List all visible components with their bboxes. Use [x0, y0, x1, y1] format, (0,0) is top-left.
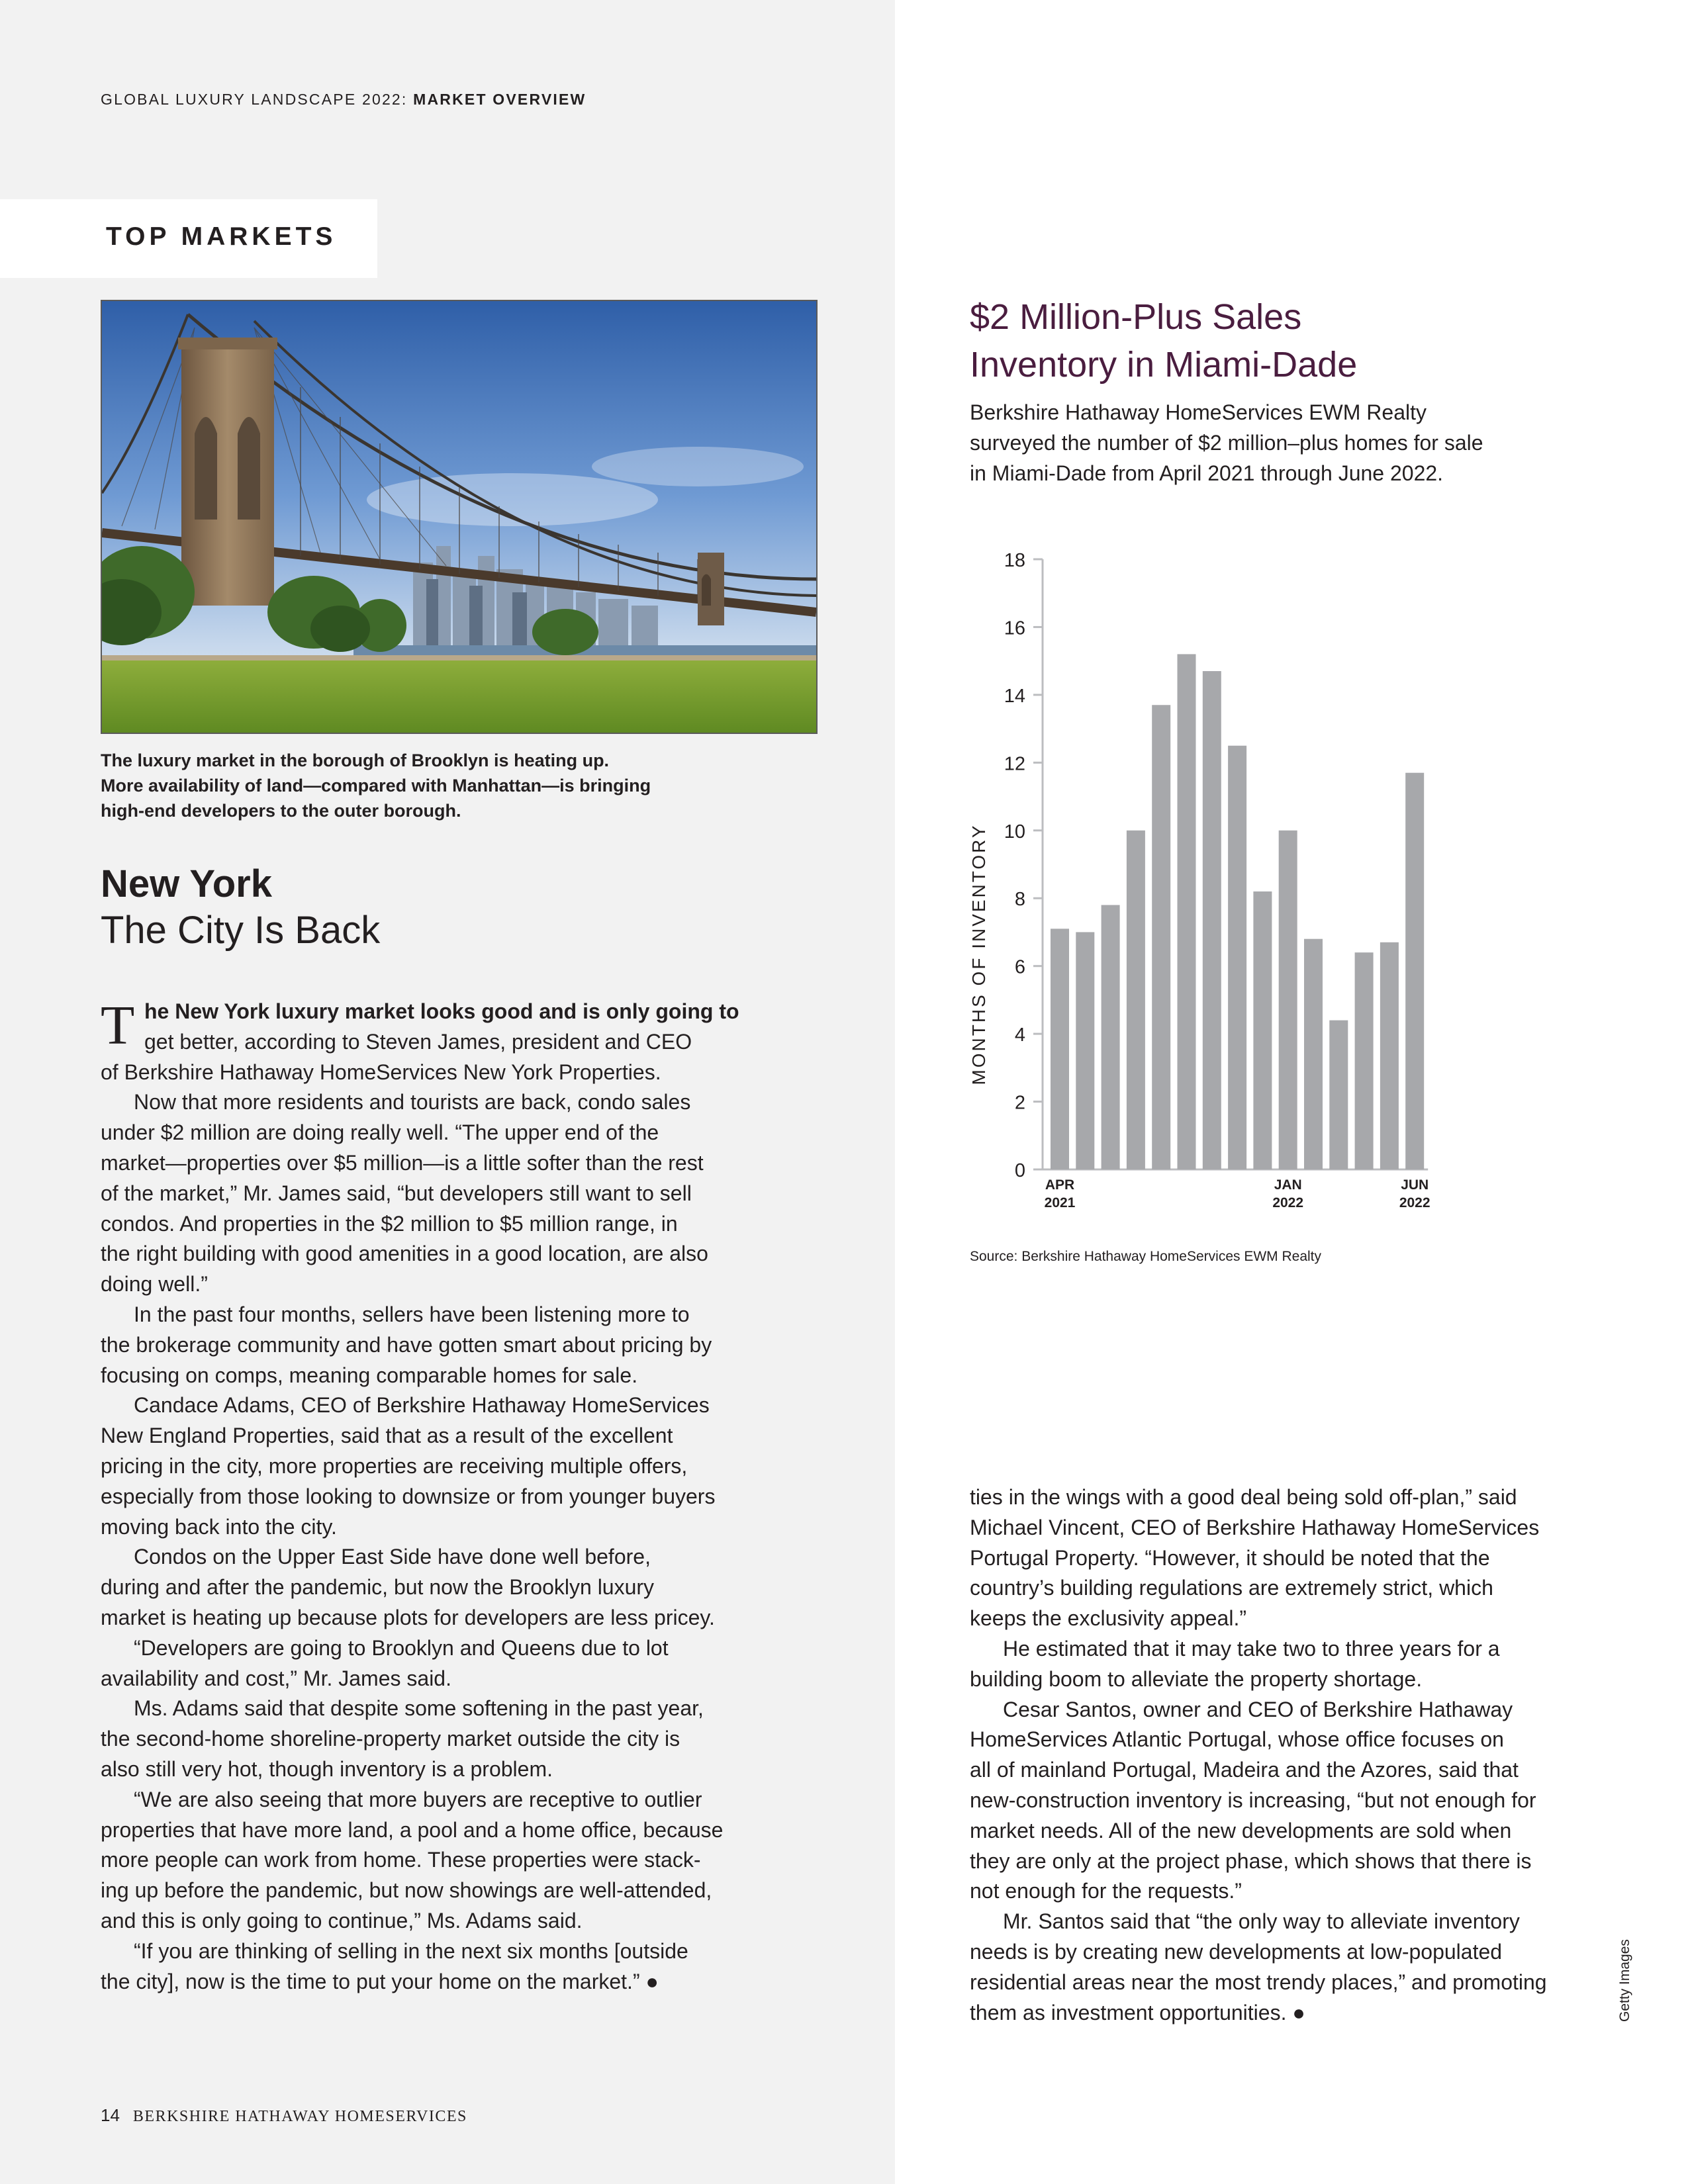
article-line: also still very hot, though inventory is a problem.: [101, 1756, 553, 1781]
article-line: Condos on the Upper East Side have done well before,: [134, 1545, 651, 1569]
photo-caption: [101, 748, 696, 823]
article-line: he New York luxury market looks good and is only going to: [144, 999, 739, 1023]
article-line: availability and cost,” Mr. James said.: [101, 1666, 451, 1690]
article-line: ties in the wings with a good deal being sold off-plan,” said: [970, 1485, 1517, 1509]
y-tick-label: 14: [1004, 685, 1025, 707]
article-line: and this is only going to continue,” Ms. Adams said.: [101, 1908, 583, 1933]
article-line: of Berkshire Hathaway HomeServices New York Properties.: [101, 1060, 661, 1084]
article-line: keeps the exclusivity appeal.”: [970, 1606, 1246, 1631]
y-tick-label: 12: [1004, 753, 1025, 775]
article-line: Ms. Adams said that despite some softening in the past year,: [134, 1696, 704, 1721]
bar: [1329, 1021, 1348, 1169]
bar: [1051, 929, 1069, 1169]
chart-source: Source: Berkshire Hathaway HomeServices EWM Realty: [970, 1249, 1322, 1264]
chart-description-line: surveyed the number of $2 million–plus homes for sale: [970, 431, 1483, 455]
article-line: during and after the pandemic, but now the Brooklyn luxury: [101, 1575, 655, 1600]
article-line: Now that more residents and tourists are back, condo sales: [134, 1090, 691, 1115]
chart-description: [970, 397, 1483, 488]
x-tick-label-month: JAN: [1274, 1177, 1302, 1193]
article-line: market—properties over $5 million—is a little softer than the rest: [101, 1150, 704, 1175]
article-line: market is heating up because plots for developers are less pricey.: [101, 1605, 715, 1629]
article-line: not enough for the requests.”: [970, 1879, 1242, 1903]
footer-brand: BERKSHIRE HATHAWAY HOMESERVICES: [132, 2108, 467, 2125]
caption-line: high-end developers to the outer borough.: [101, 801, 461, 821]
article-line: New England Properties, said that as a result of the excellent: [101, 1424, 673, 1448]
article-line: Michael Vincent, CEO of Berkshire Hathaway HomeServices: [970, 1515, 1540, 1539]
article-line: moving back into the city.: [101, 1514, 337, 1539]
bar: [1228, 746, 1246, 1169]
y-tick-label: 4: [1014, 1024, 1025, 1046]
bar: [1076, 932, 1094, 1169]
y-tick-label: 10: [1004, 821, 1025, 842]
x-tick-label-year: 2022: [1399, 1195, 1430, 1210]
article-line: focusing on comps, meaning comparable homes for sale.: [101, 1363, 638, 1387]
running-head-bold: MARKET OVERVIEW: [413, 91, 586, 108]
page-footer: [101, 2105, 467, 2126]
article-line: ing up before the pandemic, but now showings are well-attended,: [101, 1878, 712, 1903]
article-line: properties that have more land, a pool and a home office, because: [101, 1817, 724, 1842]
drop-cap: T: [101, 995, 135, 1056]
bar: [1279, 831, 1297, 1169]
bar: [1102, 905, 1120, 1169]
article-line: new-construction inventory is increasing, “but not enough for: [970, 1788, 1536, 1812]
bar: [1304, 939, 1323, 1169]
brooklyn-bridge-photo: [101, 300, 818, 734]
caption-line: The luxury market in the borough of Brooklyn is heating up.: [101, 751, 610, 770]
y-tick-label: 2: [1014, 1092, 1025, 1114]
article-line: especially from those looking to downsize or from younger buyers: [101, 1484, 716, 1508]
x-tick-label-year: 2022: [1272, 1195, 1304, 1210]
photo-credit: Getty Images: [1617, 1939, 1632, 2022]
bar: [1380, 942, 1399, 1169]
article-line: the second-home shoreline-property market outside the city is: [101, 1727, 680, 1751]
article-line: Cesar Santos, owner and CEO of Berkshire Hathaway: [1003, 1697, 1513, 1721]
article-line: the brokerage community and have gotten smart about pricing by: [101, 1332, 712, 1357]
article-heading: New York: [101, 862, 272, 905]
article-line: them as investment opportunities. ●: [970, 2000, 1305, 2025]
inventory-bar-chart: [960, 529, 1436, 1224]
article-line: He estimated that it may take two to three years for a: [1003, 1636, 1500, 1661]
article-line: Portugal Property. “However, it should be noted that the: [970, 1545, 1490, 1570]
article-line: Candace Adams, CEO of Berkshire Hathaway HomeServices: [134, 1393, 710, 1418]
y-tick-label: 0: [1014, 1160, 1025, 1181]
section-tab-label: TOP MARKETS: [106, 222, 337, 251]
article-line: In the past four months, sellers have been listening more to: [134, 1302, 690, 1326]
x-tick-label-month: JUN: [1401, 1177, 1429, 1193]
article-line: pricing in the city, more properties are receiving multiple offers,: [101, 1453, 688, 1478]
chart-title-line: $2 Million-Plus Sales: [970, 297, 1302, 337]
article-line: Mr. Santos said that “the only way to alleviate inventory: [1003, 1909, 1520, 1934]
chart-description-line: Berkshire Hathaway HomeServices EWM Realty: [970, 400, 1427, 424]
article-line: the city], now is the time to put your home on the market.” ●: [101, 1969, 659, 1993]
article-line: they are only at the project phase, which shows that there is: [970, 1848, 1532, 1873]
article-line: under $2 million are doing really well. “The upper end of the: [101, 1120, 659, 1145]
bar: [1405, 773, 1424, 1169]
caption-line: More availability of land—compared with Manhattan—is bringing: [101, 776, 651, 796]
y-axis-label: MONTHS OF INVENTORY: [968, 823, 989, 1085]
article-line: all of mainland Portugal, Madeira and the Azores, said that: [970, 1758, 1519, 1782]
article-line: more people can work from home. These properties were stack-: [101, 1848, 701, 1872]
article-line: residential areas near the most trendy places,” and promoting: [970, 1970, 1547, 1994]
article-line: HomeServices Atlantic Portugal, whose office focuses on: [970, 1727, 1504, 1752]
article-line: the right building with good amenities in a good location, are also: [101, 1242, 708, 1266]
chart-title-line: Inventory in Miami-Dade: [970, 345, 1358, 385]
article-line: “We are also seeing that more buyers are receptive to outlier: [134, 1787, 702, 1811]
article-subheading: The City Is Back: [101, 909, 381, 952]
article-line: of the market,” Mr. James said, “but developers still want to sell: [101, 1181, 692, 1205]
article-line: “Developers are going to Brooklyn and Queens due to lot: [134, 1635, 669, 1660]
article-line: market needs. All of the new developments are sold when: [970, 1818, 1512, 1843]
y-tick-label: 6: [1014, 956, 1025, 978]
article-line: needs is by creating new developments at low-populated: [970, 1939, 1503, 1964]
chart-description-line: in Miami-Dade from April 2021 through June 2022.: [970, 461, 1444, 485]
article-line: get better, according to Steven James, president and CEO: [144, 1029, 692, 1054]
article-line: country’s building regulations are extremely strict, which: [970, 1576, 1493, 1600]
bar: [1253, 891, 1272, 1169]
article-line: doing well.”: [101, 1272, 208, 1297]
bar: [1355, 952, 1374, 1169]
bar: [1152, 705, 1170, 1169]
article-line: building boom to alleviate the property shortage.: [970, 1666, 1423, 1691]
y-tick-label: 16: [1004, 617, 1025, 639]
page-number: 14: [101, 2105, 120, 2125]
running-head-prefix: GLOBAL LUXURY LANDSCAPE 2022:: [101, 91, 408, 108]
chart-title: [970, 293, 1357, 388]
y-tick-label: 18: [1004, 550, 1025, 571]
bar: [1203, 671, 1221, 1169]
article-line: condos. And properties in the $2 million to $5 million range, in: [101, 1211, 678, 1236]
article-body-left: [101, 997, 782, 1997]
article-body-right: [970, 1482, 1605, 2028]
y-tick-label: 8: [1014, 889, 1025, 911]
x-tick-label-year: 2021: [1044, 1195, 1076, 1210]
article-line: “If you are thinking of selling in the next six months [outside: [134, 1938, 688, 1963]
bar: [1178, 654, 1196, 1169]
running-head: [101, 91, 586, 109]
x-tick-label-month: APR: [1045, 1177, 1075, 1193]
bar: [1127, 831, 1145, 1169]
